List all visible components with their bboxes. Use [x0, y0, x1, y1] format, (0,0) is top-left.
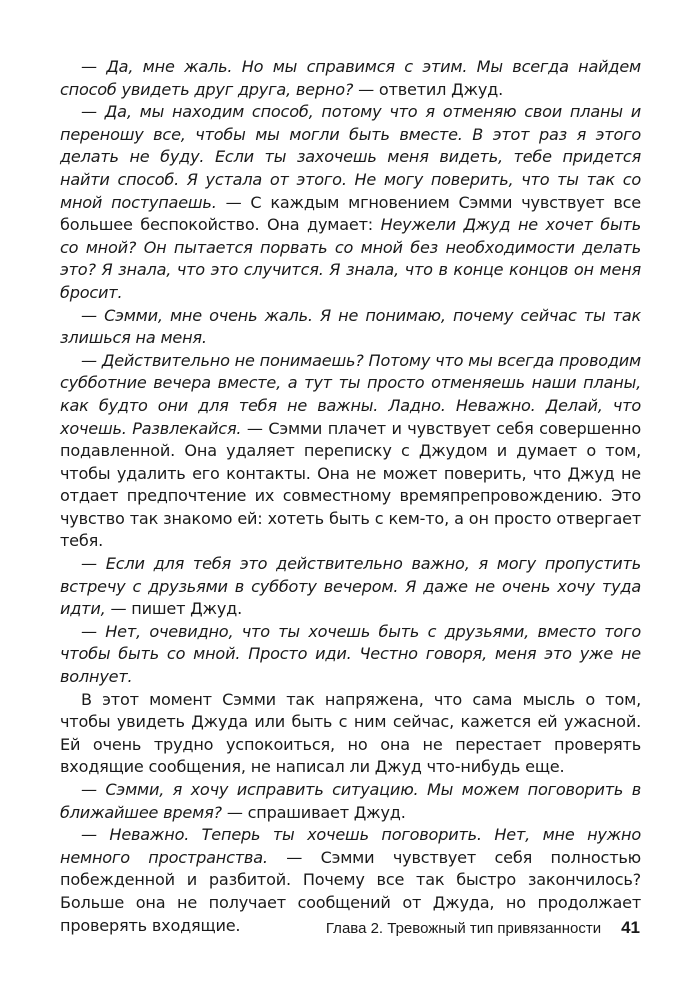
text-segment: — Сэмми плачет и чувствует себя совершенно подавленной. Она удаляет переписку с Джудом и думает о том, чтобы удалить его контакты. Она не может поверить, что Джуд не отдает предпочтение их совместному времяпрепровождению. Это чувство так знакомо ей: хотеть быть с кем-то, а он просто отвергает тебя.: [60, 418, 641, 551]
italic-text: — Да, мы находим способ, потому что я отменяю свои планы и переношу все, чтобы мы могли быть вместе. В этот раз я этого делать не буду. Если ты захочешь меня видеть, тебе придется найти способ. Я устала от этого. Не могу поверить, что ты так со мной поступаешь.: [60, 102, 641, 212]
paragraph: [60, 689, 641, 779]
text-segment: — спрашивает Джуд.: [221, 802, 406, 822]
page-number: 41: [621, 918, 640, 937]
text-segment: — ответил Джуд.: [353, 79, 504, 99]
body-text: [60, 56, 641, 937]
italic-text: — Сэмми, мне очень жаль. Я не понимаю, почему сейчас ты так злишься на меня.: [60, 305, 641, 348]
text-segment: — Сэмми чувствует себя полностью побежденной и разбитой. Почему все так быстро закончилось? Больше она не получает сообщений от Джуда, но продолжает проверять входящие.: [60, 847, 641, 935]
paragraph: [60, 553, 641, 621]
italic-text: — Действительно не понимаешь? Потому что мы всегда проводим субботние вечера вместе, а тут ты просто отменяешь наши планы, как будто они для тебя не важны. Ладно. Неважно. Делай, что хочешь. Развлекайся.: [60, 350, 641, 438]
paragraph: [60, 101, 641, 304]
text-segment: — пишет Джуд.: [105, 599, 243, 619]
italic-text: — Сэмми, я хочу исправить ситуацию. Мы можем поговорить в ближайшее время?: [60, 780, 641, 822]
paragraph: [60, 350, 641, 553]
italic-text: — Если для тебя это действительно важно, я могу пропустить встречу с друзьями в субботу вечером. Я даже не очень хочу туда идти,: [60, 554, 641, 619]
text-segment: В этот момент Сэмми так напряжена, что сама мысль о том, чтобы увидеть Джуда или быть с ним сейчас, кажется ей ужасной. Ей очень трудно успокоиться, но она не перестает проверять входящие сообщения, не написал ли Джуд что-нибудь еще.: [60, 689, 641, 777]
italic-text: Неужели Джуд не хочет быть со мной? Он пытается порвать со мной без необходимости делать это? Я знала, что это случится. Я знала, что в конце концов он меня бросит.: [60, 215, 641, 302]
text-segment: — С каждым мгновением Сэмми чувствует все большее беспокойство. Она думает:: [60, 192, 641, 235]
paragraph: [60, 779, 641, 824]
italic-text: — Нет, очевидно, что ты хочешь быть с друзьями, вместо того чтобы быть со мной. Просто иди. Честно говоря, меня это уже не волнует.: [60, 621, 641, 687]
page-footer: [60, 918, 640, 938]
italic-text: — Неважно. Теперь ты хочешь поговорить. Нет, мне нужно немного пространства.: [60, 825, 641, 867]
paragraph: [60, 305, 641, 350]
paragraph: [60, 621, 641, 689]
paragraph: [60, 56, 641, 101]
italic-text: — Да, мне жаль. Но мы справимся с этим. Мы всегда найдем способ увидеть друг друга, верно?: [60, 57, 641, 99]
running-chapter-title: Глава 2. Тревожный тип привязанности: [325, 920, 602, 937]
